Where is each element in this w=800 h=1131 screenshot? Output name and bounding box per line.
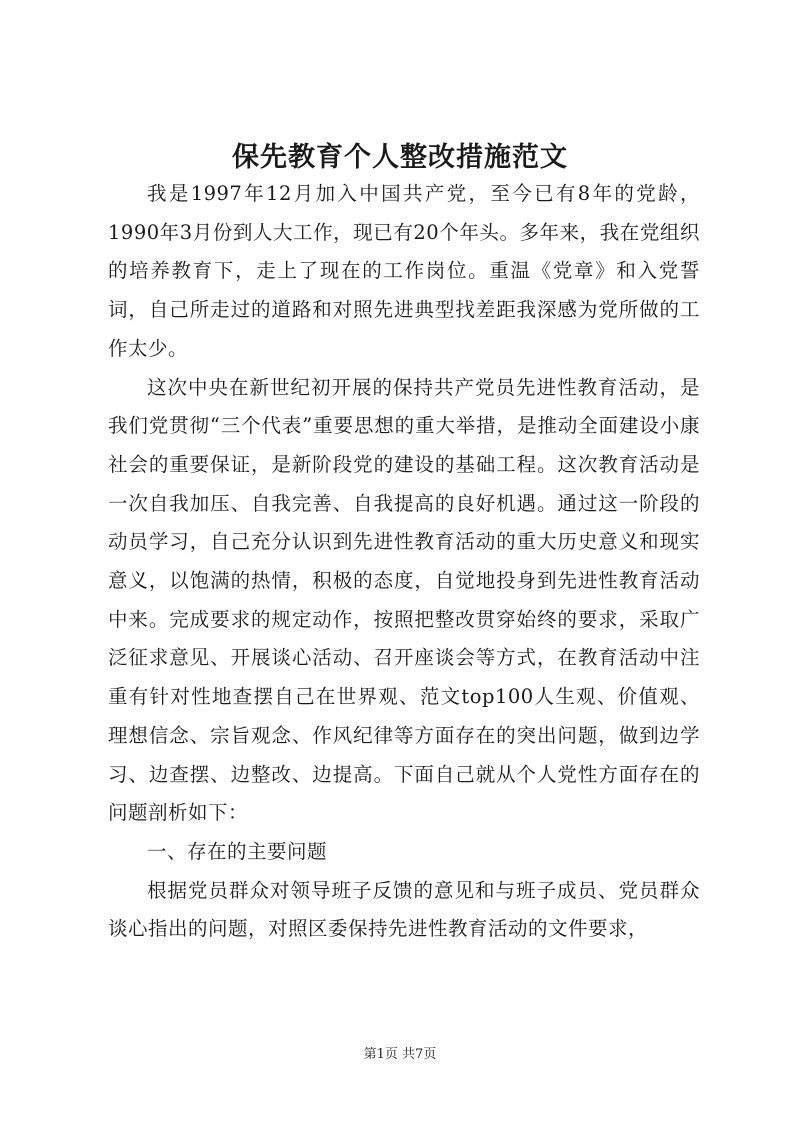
section-heading: 一、存在的主要问题: [147, 839, 328, 863]
paragraph-3: 根据党员群众对领导班子反馈的意见和与班子成员、党员群众谈心指出的问题，对照区委保持先进性教育活动的文件要求，: [108, 878, 700, 941]
document-body: [108, 175, 700, 949]
document-title: 保先教育个人整改措施范文: [232, 142, 568, 173]
paragraph-2: 这次中央在新世纪初开展的保持共产党员先进性教育活动，是我们党贯彻“三个代表”重要思想的重大举措，是推动全面建设小康社会的重要保证，是新阶段党的建设的基础工程。这次教育活动是一次自我加压、自我完善、自我提高的良好机遇。通过这一阶段的动员学习，自己充分认识到先进性教育活动的重大历史意义和现实意义，以饱满的热情，积极的态度，自觉地投身到先进性教育活动中来。完成要求的规定动作，按照把整改贯穿始终的要求，采取广泛征求意见、开展谈心活动、召开座谈会等方式，在教育活动中注重有针对性地查摆自己在世界观、范文top100人生观、价值观、理想信念、宗旨观念、作风纪律等方面存在的突出问题，做到边学习、边查摆、边整改、边提高。下面自己就从个人党性方面存在的问题剖析如下：: [108, 375, 700, 825]
page-footer: 第1页 共7页: [363, 1047, 437, 1062]
paragraph-1: 我是1997年12月加入中国共产党，至今已有8年的党龄，1990年3月份到人大工作，现已有20个年头。多年来，我在党组织的培养教育下，走上了现在的工作岗位。重温《党章》和入党誓词，自己所走过的道路和对照先进典型找差距我深感为党所做的工作太少。: [108, 182, 700, 360]
